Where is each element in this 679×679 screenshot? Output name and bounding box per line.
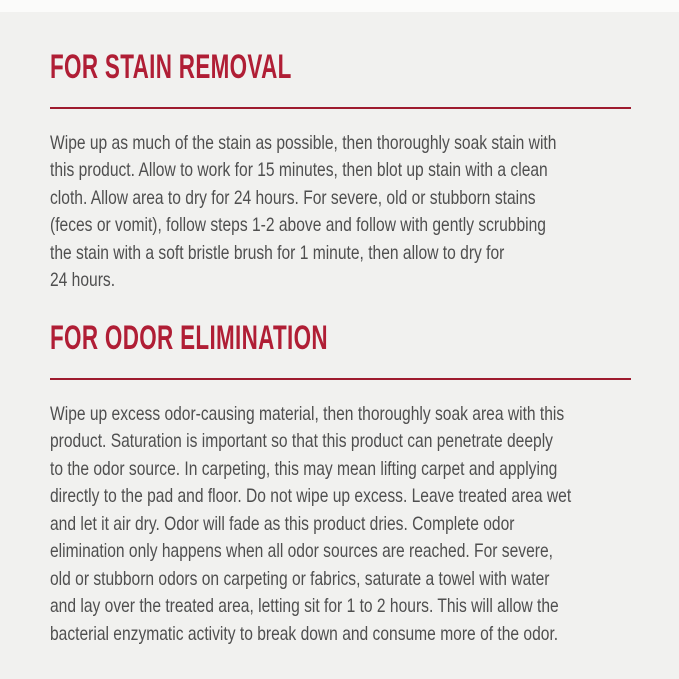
section-odor-elimination bbox=[50, 318, 631, 648]
body-line: Wipe up excess odor-causing material, then thoroughly soak area with this bbox=[50, 402, 565, 425]
stain-removal-paragraph bbox=[50, 130, 557, 295]
section-stain-removal bbox=[50, 50, 631, 295]
odor-elimination-paragraph bbox=[50, 401, 572, 649]
stain-removal-heading: FOR STAIN REMOVAL bbox=[50, 48, 292, 86]
stain-removal-divider bbox=[50, 107, 631, 109]
body-line: Wipe up as much of the stain as possible, then thoroughly soak stain with bbox=[50, 131, 557, 154]
body-line: to the odor source. In carpeting, this may mean lifting carpet and applying bbox=[50, 457, 558, 480]
odor-elimination-divider bbox=[50, 378, 631, 380]
label-content bbox=[0, 50, 679, 648]
body-line: directly to the pad and floor. Do not wipe up excess. Leave treated area wet bbox=[50, 485, 572, 508]
body-line: 24 hours. bbox=[50, 269, 116, 292]
body-line: product. Saturation is important so that this product can penetrate deeply bbox=[50, 430, 553, 453]
body-line: this product. Allow to work for 15 minutes, then blot up stain with a clean bbox=[50, 159, 548, 182]
top-white-strip bbox=[0, 0, 679, 12]
body-line: (feces or vomit), follow steps 1-2 above and follow with gently scrubbing bbox=[50, 214, 546, 237]
body-line: old or stubborn odors on carpeting or fabrics, saturate a towel with water bbox=[50, 567, 550, 590]
body-line: and lay over the treated area, letting sit for 1 to 2 hours. This will allow the bbox=[50, 595, 559, 618]
body-line: elimination only happens when all odor sources are reached. For severe, bbox=[50, 540, 553, 563]
body-line: bacterial enzymatic activity to break down and consume more of the odor. bbox=[50, 622, 559, 645]
body-line: the stain with a soft bristle brush for 1 minute, then allow to dry for bbox=[50, 241, 505, 264]
body-line: cloth. Allow area to dry for 24 hours. For severe, old or stubborn stains bbox=[50, 186, 536, 209]
body-line: and let it air dry. Odor will fade as this product dries. Complete odor bbox=[50, 512, 515, 535]
odor-elimination-heading: FOR ODOR ELIMINATION bbox=[50, 318, 328, 357]
